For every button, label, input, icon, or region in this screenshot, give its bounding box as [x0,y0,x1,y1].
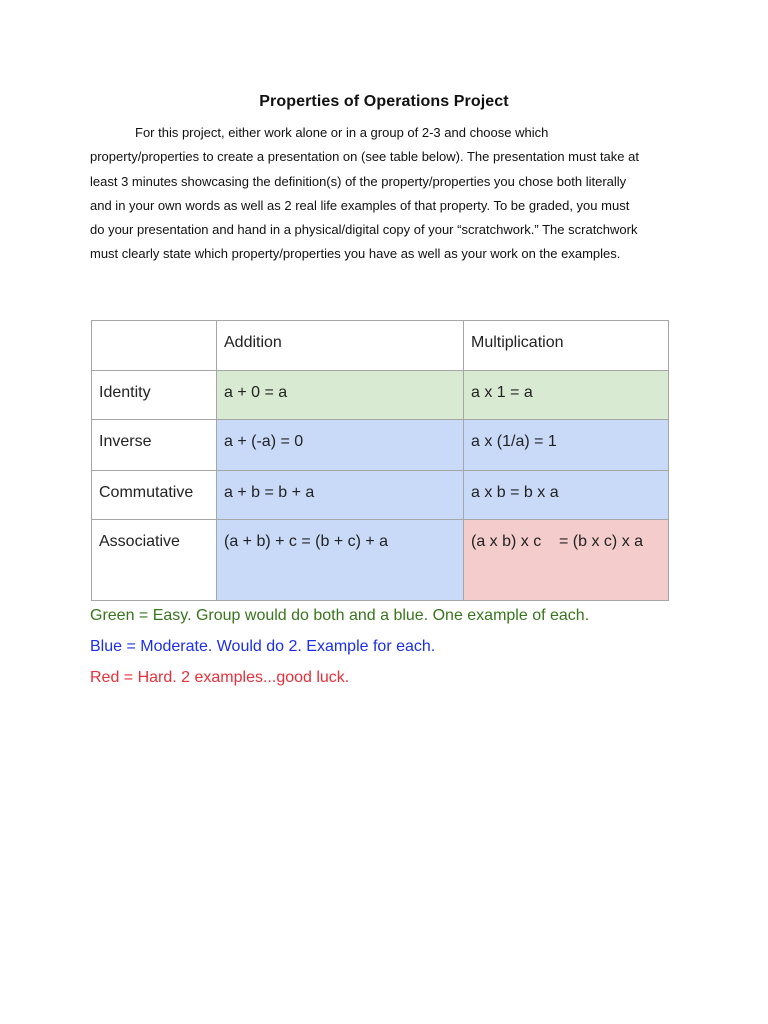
row-label: Identity [92,371,217,420]
difficulty-legend [90,600,589,693]
table-header-row [92,321,669,371]
intro-line: property/properties to create a presentation on (see table below). The presentation must take at [90,149,639,165]
table-row-identity [92,371,669,420]
table-row-associative [92,520,669,601]
intro-line: must clearly state which property/properties you have as well as your work on the examples. [90,246,621,262]
header-cell-multiplication: Multiplication [464,321,669,371]
addition-cell: (a + b) + c = (b + c) + a [217,520,464,601]
legend-blue: Blue = Moderate. Would do 2. Example for each. [90,638,436,655]
header-cell-addition: Addition [217,321,464,371]
intro-paragraph [90,121,680,267]
legend-green: Green = Easy. Group would do both and a blue. One example of each. [90,607,590,624]
document-title: Properties of Operations Project [259,93,509,110]
intro-line: least 3 minutes showcasing the definition(s) of the property/properties you chose both literally [90,173,627,189]
row-label: Associative [92,520,217,601]
intro-line: do your presentation and hand in a physical/digital copy of your “scratchwork.” The scratchwork [90,222,638,238]
legend-red: Red = Hard. 2 examples...good luck. [90,669,350,686]
table-row-commutative [92,471,669,520]
table-row-inverse [92,420,669,471]
addition-cell: a + 0 = a [217,371,464,420]
multiplication-cell: a x b = b x a [464,471,669,520]
row-label: Commutative [92,471,217,520]
row-label: Inverse [92,420,217,471]
multiplication-cell: a x 1 = a [464,371,669,420]
addition-cell: a + b = b + a [217,471,464,520]
intro-line: and in your own words as well as 2 real life examples of that property. To be graded, you must [90,197,630,213]
multiplication-cell: (a x b) x c = (b x c) x a [464,520,669,601]
properties-table [91,320,669,601]
addition-cell: a + (-a) = 0 [217,420,464,471]
header-cell-empty [92,321,217,371]
intro-line: For this project, either work alone or in a group of 2-3 and choose which [135,125,549,140]
multiplication-cell: a x (1/a) = 1 [464,420,669,471]
